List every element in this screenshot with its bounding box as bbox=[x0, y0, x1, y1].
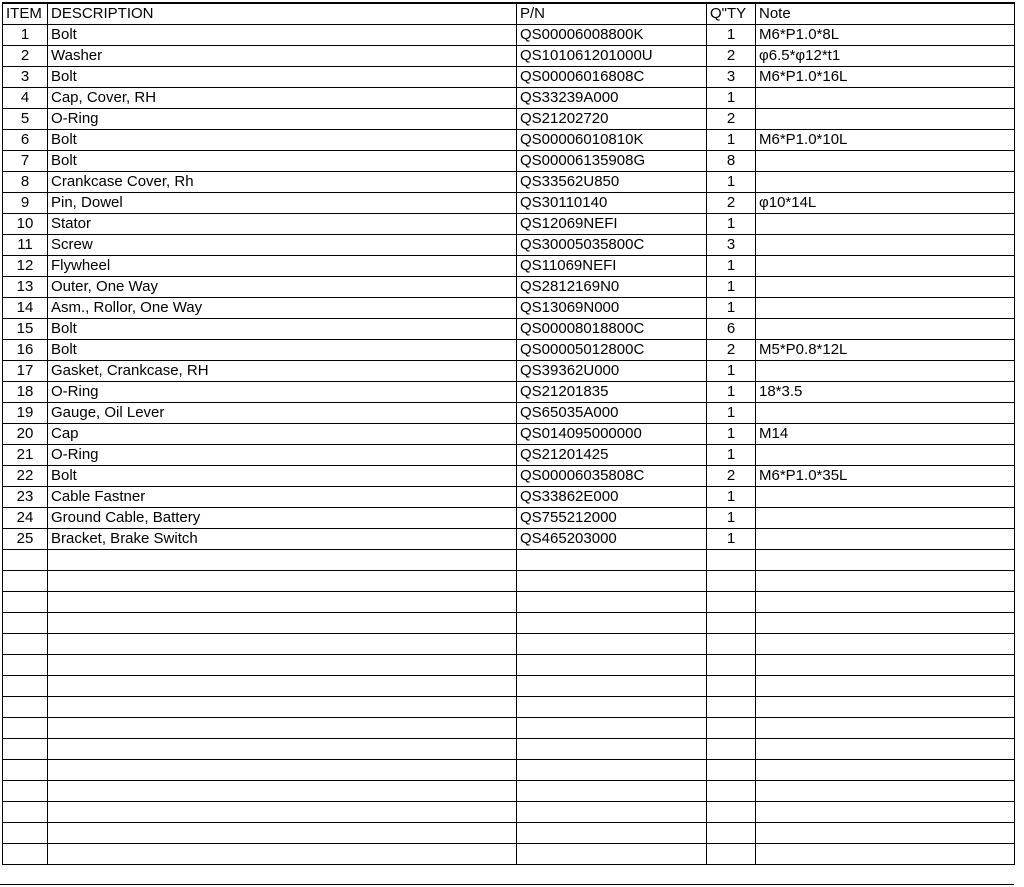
empty-quantity-cell bbox=[707, 571, 756, 592]
empty-quantity-cell bbox=[707, 781, 756, 802]
item-cell: 10 bbox=[3, 214, 48, 235]
footer-divider bbox=[0, 884, 1014, 885]
part-number-cell: QS00008018800C bbox=[517, 319, 707, 340]
description-cell: Outer, One Way bbox=[48, 277, 517, 298]
note-cell bbox=[756, 508, 1015, 529]
item-cell: 19 bbox=[3, 403, 48, 424]
empty-description-cell bbox=[48, 613, 517, 634]
note-cell: M6*P1.0*16L bbox=[756, 67, 1015, 88]
empty-table-row bbox=[3, 844, 1015, 865]
item-cell: 5 bbox=[3, 109, 48, 130]
note-cell: M6*P1.0*35L bbox=[756, 466, 1015, 487]
empty-description-cell bbox=[48, 844, 517, 865]
empty-note-cell bbox=[756, 739, 1015, 760]
empty-item-cell bbox=[3, 697, 48, 718]
item-cell: 12 bbox=[3, 256, 48, 277]
empty-note-cell bbox=[756, 655, 1015, 676]
empty-item-cell bbox=[3, 739, 48, 760]
quantity-cell: 1 bbox=[707, 424, 756, 445]
description-cell: O-Ring bbox=[48, 445, 517, 466]
table-row bbox=[3, 256, 1015, 277]
empty-note-cell bbox=[756, 571, 1015, 592]
table-row bbox=[3, 67, 1015, 88]
table-row bbox=[3, 46, 1015, 67]
empty-item-cell bbox=[3, 613, 48, 634]
empty-description-cell bbox=[48, 676, 517, 697]
note-cell bbox=[756, 298, 1015, 319]
header-row bbox=[3, 3, 1015, 25]
empty-quantity-cell bbox=[707, 676, 756, 697]
empty-quantity-cell bbox=[707, 802, 756, 823]
part-number-cell: QS30110140 bbox=[517, 193, 707, 214]
empty-part-number-cell bbox=[517, 676, 707, 697]
empty-table-row bbox=[3, 802, 1015, 823]
description-cell: Bolt bbox=[48, 319, 517, 340]
description-cell: Bolt bbox=[48, 130, 517, 151]
empty-description-cell bbox=[48, 592, 517, 613]
empty-description-cell bbox=[48, 550, 517, 571]
part-number-cell: QS39362U000 bbox=[517, 361, 707, 382]
empty-part-number-cell bbox=[517, 697, 707, 718]
empty-part-number-cell bbox=[517, 718, 707, 739]
part-number-cell: QS101061201000U bbox=[517, 46, 707, 67]
empty-item-cell bbox=[3, 655, 48, 676]
empty-description-cell bbox=[48, 781, 517, 802]
empty-quantity-cell bbox=[707, 613, 756, 634]
empty-part-number-cell bbox=[517, 592, 707, 613]
description-cell: Bolt bbox=[48, 466, 517, 487]
part-number-cell: QS00006035808C bbox=[517, 466, 707, 487]
item-cell: 25 bbox=[3, 529, 48, 550]
table-row bbox=[3, 235, 1015, 256]
note-cell: φ6.5*φ12*t1 bbox=[756, 46, 1015, 67]
part-number-cell: QS21201425 bbox=[517, 445, 707, 466]
table-row bbox=[3, 361, 1015, 382]
item-cell: 8 bbox=[3, 172, 48, 193]
empty-table-row bbox=[3, 823, 1015, 844]
quantity-cell: 3 bbox=[707, 67, 756, 88]
part-number-cell: QS12069NEFI bbox=[517, 214, 707, 235]
table-row bbox=[3, 424, 1015, 445]
note-cell bbox=[756, 361, 1015, 382]
item-column-header: ITEM bbox=[3, 3, 48, 25]
item-cell: 20 bbox=[3, 424, 48, 445]
description-cell: Bolt bbox=[48, 67, 517, 88]
quantity-cell: 1 bbox=[707, 487, 756, 508]
note-cell bbox=[756, 487, 1015, 508]
empty-note-cell bbox=[756, 634, 1015, 655]
empty-description-cell bbox=[48, 718, 517, 739]
quantity-cell: 1 bbox=[707, 403, 756, 424]
table-row bbox=[3, 214, 1015, 235]
empty-description-cell bbox=[48, 634, 517, 655]
item-cell: 4 bbox=[3, 88, 48, 109]
empty-item-cell bbox=[3, 718, 48, 739]
table-row bbox=[3, 382, 1015, 403]
quantity-cell: 1 bbox=[707, 445, 756, 466]
empty-description-cell bbox=[48, 739, 517, 760]
empty-description-cell bbox=[48, 655, 517, 676]
table-row bbox=[3, 466, 1015, 487]
empty-quantity-cell bbox=[707, 655, 756, 676]
empty-part-number-cell bbox=[517, 802, 707, 823]
table-row bbox=[3, 25, 1015, 46]
description-cell: Gauge, Oil Lever bbox=[48, 403, 517, 424]
empty-part-number-cell bbox=[517, 844, 707, 865]
quantity-cell: 3 bbox=[707, 235, 756, 256]
empty-note-cell bbox=[756, 844, 1015, 865]
empty-item-cell bbox=[3, 823, 48, 844]
note-cell: M6*P1.0*8L bbox=[756, 25, 1015, 46]
empty-part-number-cell bbox=[517, 739, 707, 760]
empty-part-number-cell bbox=[517, 571, 707, 592]
part-number-cell: QS755212000 bbox=[517, 508, 707, 529]
quantity-cell: 2 bbox=[707, 193, 756, 214]
quantity-cell: 1 bbox=[707, 277, 756, 298]
empty-note-cell bbox=[756, 781, 1015, 802]
table-row bbox=[3, 529, 1015, 550]
empty-note-cell bbox=[756, 823, 1015, 844]
description-cell: Crankcase Cover, Rh bbox=[48, 172, 517, 193]
empty-description-cell bbox=[48, 571, 517, 592]
description-cell: Bolt bbox=[48, 340, 517, 361]
description-cell: Stator bbox=[48, 214, 517, 235]
item-cell: 14 bbox=[3, 298, 48, 319]
table-row bbox=[3, 88, 1015, 109]
item-cell: 22 bbox=[3, 466, 48, 487]
part-number-cell: QS13069N000 bbox=[517, 298, 707, 319]
empty-part-number-cell bbox=[517, 613, 707, 634]
empty-item-cell bbox=[3, 844, 48, 865]
empty-table-row bbox=[3, 697, 1015, 718]
empty-item-cell bbox=[3, 592, 48, 613]
quantity-cell: 1 bbox=[707, 172, 756, 193]
table-row bbox=[3, 403, 1015, 424]
note-cell bbox=[756, 529, 1015, 550]
empty-table-row bbox=[3, 571, 1015, 592]
empty-description-cell bbox=[48, 823, 517, 844]
table-row bbox=[3, 151, 1015, 172]
parts-table-body bbox=[3, 25, 1015, 865]
table-row bbox=[3, 193, 1015, 214]
note-cell bbox=[756, 319, 1015, 340]
note-cell bbox=[756, 88, 1015, 109]
item-cell: 24 bbox=[3, 508, 48, 529]
empty-note-cell bbox=[756, 718, 1015, 739]
empty-item-cell bbox=[3, 676, 48, 697]
description-cell: Cap, Cover, RH bbox=[48, 88, 517, 109]
part-number-cell: QS00005012800C bbox=[517, 340, 707, 361]
part-number-cell: QS33862E000 bbox=[517, 487, 707, 508]
empty-description-cell bbox=[48, 697, 517, 718]
empty-item-cell bbox=[3, 760, 48, 781]
note-cell: 18*3.5 bbox=[756, 382, 1015, 403]
description-column-header: DESCRIPTION bbox=[48, 3, 517, 25]
empty-note-cell bbox=[756, 760, 1015, 781]
quantity-cell: 1 bbox=[707, 382, 756, 403]
item-cell: 11 bbox=[3, 235, 48, 256]
part-number-cell: QS00006016808C bbox=[517, 67, 707, 88]
empty-item-cell bbox=[3, 550, 48, 571]
empty-part-number-cell bbox=[517, 655, 707, 676]
part-number-column-header: P/N bbox=[517, 3, 707, 25]
description-cell: Bolt bbox=[48, 151, 517, 172]
part-number-cell: QS014095000000 bbox=[517, 424, 707, 445]
quantity-cell: 1 bbox=[707, 25, 756, 46]
table-row bbox=[3, 508, 1015, 529]
part-number-cell: QS21201835 bbox=[517, 382, 707, 403]
empty-item-cell bbox=[3, 571, 48, 592]
quantity-cell: 1 bbox=[707, 361, 756, 382]
part-number-cell: QS00006008800K bbox=[517, 25, 707, 46]
empty-quantity-cell bbox=[707, 634, 756, 655]
item-cell: 17 bbox=[3, 361, 48, 382]
description-cell: O-Ring bbox=[48, 382, 517, 403]
empty-table-row bbox=[3, 760, 1015, 781]
quantity-cell: 1 bbox=[707, 88, 756, 109]
part-number-cell: QS33562U850 bbox=[517, 172, 707, 193]
note-cell bbox=[756, 403, 1015, 424]
description-cell: Screw bbox=[48, 235, 517, 256]
item-cell: 7 bbox=[3, 151, 48, 172]
empty-quantity-cell bbox=[707, 697, 756, 718]
quantity-cell: 6 bbox=[707, 319, 756, 340]
empty-quantity-cell bbox=[707, 718, 756, 739]
empty-description-cell bbox=[48, 802, 517, 823]
quantity-cell: 8 bbox=[707, 151, 756, 172]
table-row bbox=[3, 487, 1015, 508]
item-cell: 13 bbox=[3, 277, 48, 298]
note-cell bbox=[756, 256, 1015, 277]
note-cell: φ10*14L bbox=[756, 193, 1015, 214]
table-row bbox=[3, 172, 1015, 193]
empty-quantity-cell bbox=[707, 739, 756, 760]
empty-quantity-cell bbox=[707, 592, 756, 613]
table-row bbox=[3, 277, 1015, 298]
quantity-cell: 1 bbox=[707, 256, 756, 277]
note-cell: M14 bbox=[756, 424, 1015, 445]
table-row bbox=[3, 109, 1015, 130]
description-cell: Cap bbox=[48, 424, 517, 445]
table-row bbox=[3, 319, 1015, 340]
note-cell bbox=[756, 445, 1015, 466]
empty-part-number-cell bbox=[517, 823, 707, 844]
empty-note-cell bbox=[756, 802, 1015, 823]
empty-note-cell bbox=[756, 613, 1015, 634]
note-cell bbox=[756, 109, 1015, 130]
item-cell: 15 bbox=[3, 319, 48, 340]
part-number-cell: QS00006010810K bbox=[517, 130, 707, 151]
empty-quantity-cell bbox=[707, 550, 756, 571]
quantity-cell: 1 bbox=[707, 529, 756, 550]
empty-note-cell bbox=[756, 676, 1015, 697]
empty-quantity-cell bbox=[707, 823, 756, 844]
empty-table-row bbox=[3, 655, 1015, 676]
empty-description-cell bbox=[48, 760, 517, 781]
description-cell: Bolt bbox=[48, 25, 517, 46]
note-cell bbox=[756, 214, 1015, 235]
empty-table-row bbox=[3, 718, 1015, 739]
parts-list-table bbox=[2, 2, 1015, 865]
quantity-cell: 1 bbox=[707, 130, 756, 151]
quantity-cell: 2 bbox=[707, 340, 756, 361]
description-cell: Bracket, Brake Switch bbox=[48, 529, 517, 550]
item-cell: 18 bbox=[3, 382, 48, 403]
empty-table-row bbox=[3, 739, 1015, 760]
empty-table-row bbox=[3, 676, 1015, 697]
empty-table-row bbox=[3, 550, 1015, 571]
note-cell bbox=[756, 235, 1015, 256]
table-row bbox=[3, 298, 1015, 319]
part-number-cell: QS2812169N0 bbox=[517, 277, 707, 298]
empty-note-cell bbox=[756, 550, 1015, 571]
item-cell: 9 bbox=[3, 193, 48, 214]
item-cell: 2 bbox=[3, 46, 48, 67]
part-number-cell: QS65035A000 bbox=[517, 403, 707, 424]
item-cell: 1 bbox=[3, 25, 48, 46]
empty-part-number-cell bbox=[517, 760, 707, 781]
empty-item-cell bbox=[3, 781, 48, 802]
table-row bbox=[3, 130, 1015, 151]
description-cell: Asm., Rollor, One Way bbox=[48, 298, 517, 319]
item-cell: 16 bbox=[3, 340, 48, 361]
note-column-header: Note bbox=[756, 3, 1015, 25]
quantity-column-header: Q"TY bbox=[707, 3, 756, 25]
empty-item-cell bbox=[3, 634, 48, 655]
empty-note-cell bbox=[756, 592, 1015, 613]
quantity-cell: 1 bbox=[707, 298, 756, 319]
description-cell: Ground Cable, Battery bbox=[48, 508, 517, 529]
part-number-cell: QS11069NEFI bbox=[517, 256, 707, 277]
part-number-cell: QS33239A000 bbox=[517, 88, 707, 109]
description-cell: O-Ring bbox=[48, 109, 517, 130]
empty-item-cell bbox=[3, 802, 48, 823]
item-cell: 6 bbox=[3, 130, 48, 151]
part-number-cell: QS21202720 bbox=[517, 109, 707, 130]
table-row bbox=[3, 340, 1015, 361]
empty-part-number-cell bbox=[517, 781, 707, 802]
empty-part-number-cell bbox=[517, 550, 707, 571]
note-cell bbox=[756, 172, 1015, 193]
empty-table-row bbox=[3, 781, 1015, 802]
item-cell: 21 bbox=[3, 445, 48, 466]
empty-part-number-cell bbox=[517, 634, 707, 655]
empty-table-row bbox=[3, 613, 1015, 634]
empty-quantity-cell bbox=[707, 844, 756, 865]
item-cell: 23 bbox=[3, 487, 48, 508]
quantity-cell: 1 bbox=[707, 508, 756, 529]
empty-note-cell bbox=[756, 697, 1015, 718]
note-cell: M6*P1.0*10L bbox=[756, 130, 1015, 151]
empty-quantity-cell bbox=[707, 760, 756, 781]
empty-table-row bbox=[3, 592, 1015, 613]
note-cell: M5*P0.8*12L bbox=[756, 340, 1015, 361]
empty-table-row bbox=[3, 634, 1015, 655]
note-cell bbox=[756, 277, 1015, 298]
description-cell: Cable Fastner bbox=[48, 487, 517, 508]
table-row bbox=[3, 445, 1015, 466]
part-number-cell: QS465203000 bbox=[517, 529, 707, 550]
part-number-cell: QS30005035800C bbox=[517, 235, 707, 256]
description-cell: Gasket, Crankcase, RH bbox=[48, 361, 517, 382]
quantity-cell: 2 bbox=[707, 466, 756, 487]
quantity-cell: 1 bbox=[707, 214, 756, 235]
item-cell: 3 bbox=[3, 67, 48, 88]
part-number-cell: QS00006135908G bbox=[517, 151, 707, 172]
note-cell bbox=[756, 151, 1015, 172]
description-cell: Flywheel bbox=[48, 256, 517, 277]
quantity-cell: 2 bbox=[707, 46, 756, 67]
quantity-cell: 2 bbox=[707, 109, 756, 130]
description-cell: Washer bbox=[48, 46, 517, 67]
description-cell: Pin, Dowel bbox=[48, 193, 517, 214]
